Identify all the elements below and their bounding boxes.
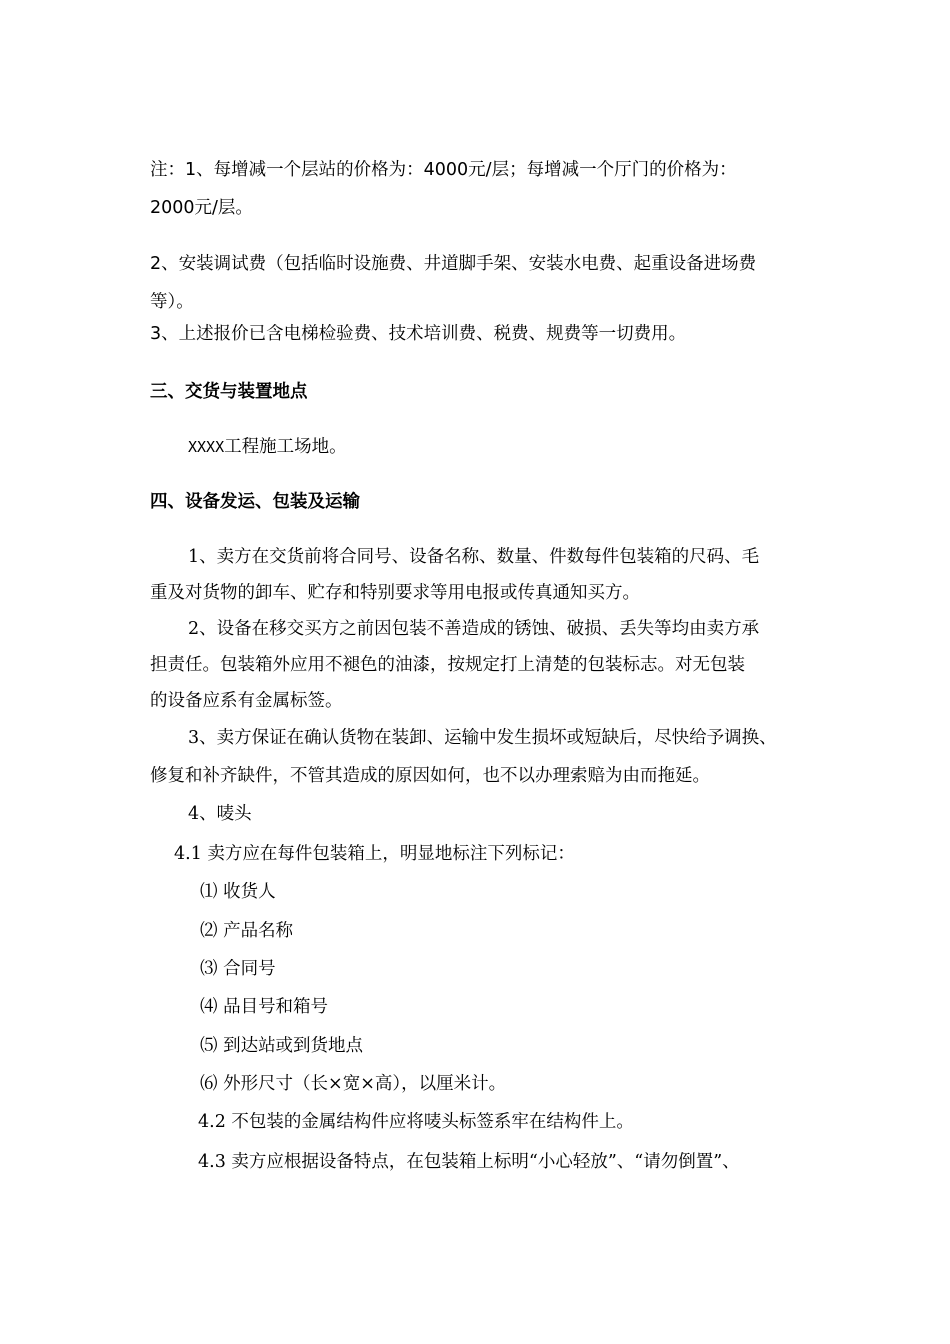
para-4-3: 4.3 卖方应根据设备特点，在包装箱上标明“小心轻放”、“请勿倒置”、 bbox=[198, 1152, 740, 1172]
location-text: 工程施工场地。 bbox=[224, 437, 347, 457]
note-item-2-line-1: 2、安装调试费（包括临时设施费、井道脚手架、安装水电费、起重设备进场费 bbox=[150, 254, 757, 274]
mark-item: ⑶ 合同号 bbox=[200, 959, 276, 979]
para-3-line-1: 3、卖方保证在确认货物在装卸、运输中发生损坏或短缺后，尽快给予调换、 bbox=[188, 728, 777, 748]
para-1-line-2: 重及对货物的卸车、贮存和特别要求等用电报或传真通知买方。 bbox=[150, 583, 640, 603]
note-item-2-line-2: 等）。 bbox=[150, 292, 194, 312]
para-4-2: 4.2 不包装的金属结构件应将唛头标签系牢在结构件上。 bbox=[198, 1112, 634, 1132]
mark-item: ⑹ 外形尺寸（长×宽×高），以厘米计。 bbox=[200, 1074, 507, 1094]
para-2-line-1: 2、设备在移交买方之前因包装不善造成的锈蚀、破损、丢失等均由卖方承 bbox=[188, 619, 760, 639]
mark-item: ⑴ 收货人 bbox=[200, 882, 276, 902]
note-line-1: 注：1、每增减一个层站的价格为：4000元/层；每增减一个厅门的价格为： bbox=[150, 160, 737, 180]
note-item-3: 3、上述报价已含电梯检验费、技术培训费、税费、规费等一切费用。 bbox=[150, 324, 687, 344]
location-code: XXXX bbox=[188, 438, 225, 456]
para-4-heading: 4、唛头 bbox=[188, 804, 252, 824]
section-4-heading: 四、设备发运、包装及运输 bbox=[150, 492, 360, 512]
para-2-line-2: 担责任。包装箱外应用不褪色的油漆，按规定打上清楚的包装标志。对无包装 bbox=[150, 655, 745, 675]
section-3-location bbox=[188, 435, 347, 459]
mark-item: ⑷ 品目号和箱号 bbox=[200, 997, 329, 1017]
mark-item: ⑸ 到达站或到货地点 bbox=[200, 1036, 364, 1056]
para-3-line-2: 修复和补齐缺件，不管其造成的原因如何，也不以办理索赔为由而拖延。 bbox=[150, 766, 710, 786]
para-1-line-1: 1、卖方在交货前将合同号、设备名称、数量、件数每件包装箱的尺码、毛 bbox=[188, 547, 760, 567]
section-3-heading: 三、交货与装置地点 bbox=[150, 382, 308, 402]
para-2-line-3: 的设备应系有金属标签。 bbox=[150, 691, 343, 711]
para-4-1: 4.1 卖方应在每件包装箱上，明显地标注下列标记： bbox=[174, 844, 575, 864]
mark-item: ⑵ 产品名称 bbox=[200, 921, 294, 941]
note-line-2: 2000元/层。 bbox=[150, 198, 253, 218]
